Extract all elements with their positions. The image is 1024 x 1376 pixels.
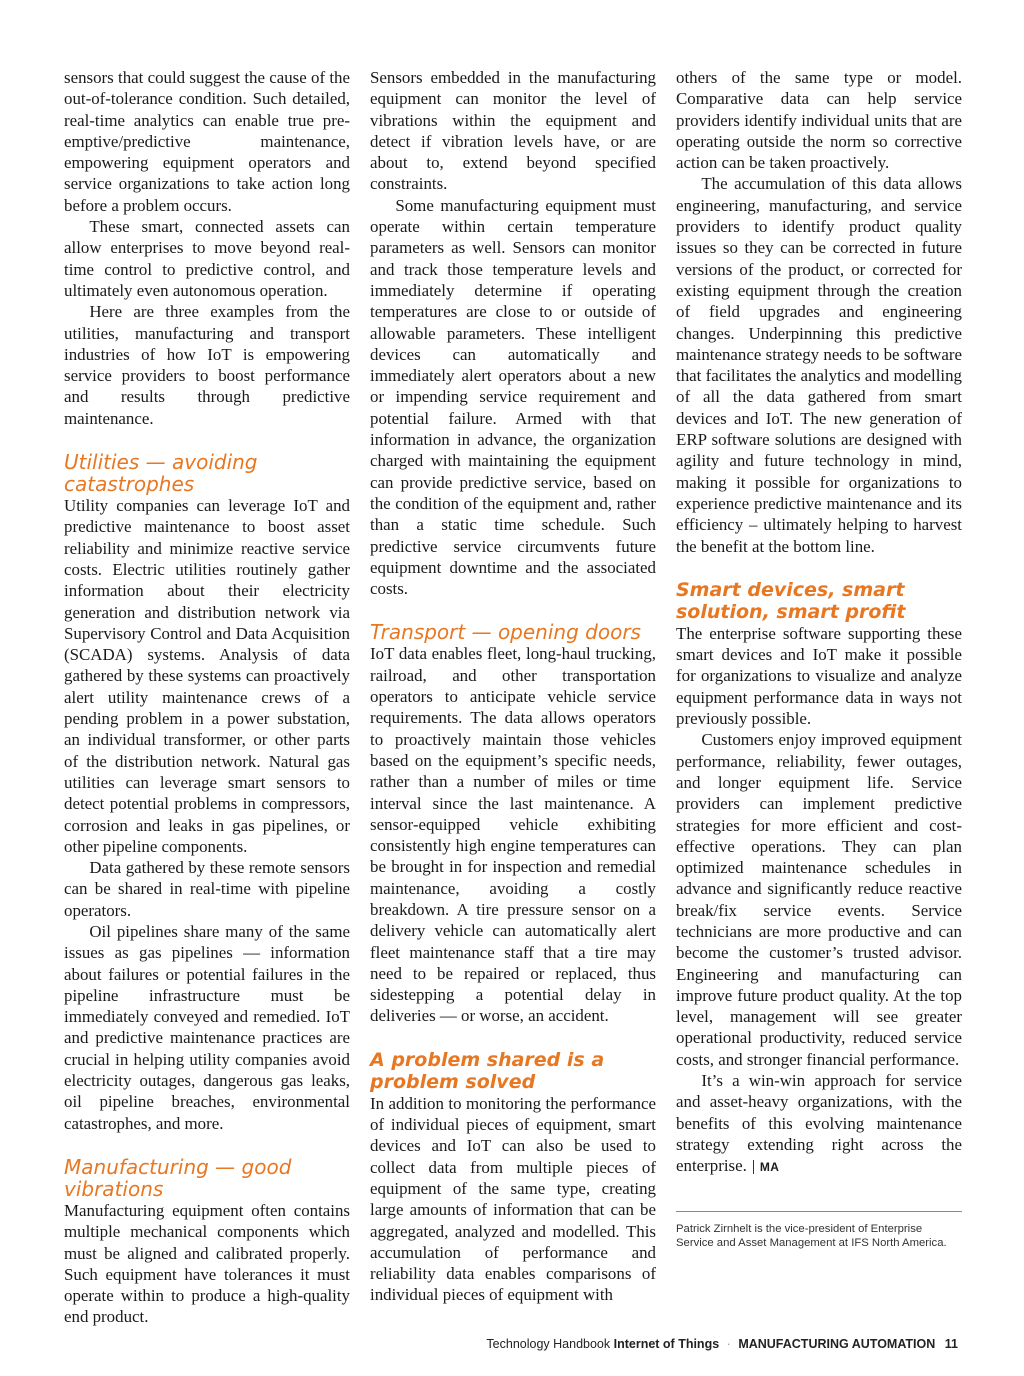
page-footer <box>486 1337 958 1351</box>
body-paragraph: The accumulation of this data allows engineering, manufacturing, and service providers to identify product quality issues so they can be corrected in future versions of the product, or corrected for existing equipment through the creation of field upgrades and engineering changes. Underpinning this predictive maintenance strategy needs to be software that facilitates the analytics and modelling of all the data gathered from smart devices and IoT. The new generation of ERP software solutions are designed with agility and future technology in mind, making it possible for organizations to experience predictive maintenance and its efficiency – ultimately helping to harvest the benefit at the bottom line. <box>676 174 962 556</box>
body-paragraph: The enterprise software supporting these smart devices and IoT make it possible for organizations to visualize and analyze equipment performance data in ways not previously possible. <box>676 623 962 729</box>
article-column-2 <box>370 67 656 1306</box>
section-heading-transport: Transport — opening doors <box>370 620 641 645</box>
body-paragraph: Some manufacturing equipment must operate within certain temperature parameters as well. Sensors can monitor and track those temperature levels and immediately determine if operating temperatures are close to or outside of allowable parameters. These intelligent devices can automatically and immediately alert operators about a new or impending service requirement and potential failure. Armed with that information in advance, the organization charged with maintaining the equipment can provide predictive service, based on the condition of the equipment and, rather than a static time schedule. Such predictive service circumvents future equipment downtime and the associated costs. <box>370 195 656 599</box>
section-heading-manufacturing: Manufacturing — good vibrations <box>64 1154 292 1201</box>
footer-topic: Internet of Things <box>613 1337 720 1351</box>
body-paragraph: IoT data enables fleet, long-haul trucking, railroad, and other transportation operators to anticipate vehicle service requirements. The data allows operators to proactively maintain those vehicles based on the equipment’s specific needs, rather than a number of miles or time interval since the last maintenance. A sensor-equipped vehicle exhibiting consistently high engine temperatures can be brought in for inspection and remedial maintenance, avoiding a costly breakdown. A tire pressure sensor on a delivery vehicle can automatically alert fleet maintenance staff that a tire may need to be repaired or replaced, thus sidestepping a potential delay in deliveries — or worse, an accident. <box>370 644 656 1026</box>
body-paragraph: Sensors embedded in the manufacturing equipment can monitor the level of vibrations within the equipment and detect if vibration levels have, or are about to, extend beyond specified constraints. <box>370 68 656 194</box>
body-paragraph: Utility companies can leverage IoT and predictive maintenance to boost asset reliability and minimize reactive service costs. Electric utilities routinely gather information about their electricity generation and distribution network via Supervisory Control and Data Acquisition (SCADA) systems. Analysis of data gathered by these systems can proactively alert utility maintenance crews of a pending problem in a power substation, an individual transformer, or other parts of the distribution network. Natural gas utilities can leverage smart sensors to detect potential problems in compressors, corrosion and leaks in gas pipelines, or other pipeline components. <box>64 496 350 856</box>
author-bio: Patrick Zirnhelt is the vice-president of Enterprise Service and Asset Management at IFS North America. <box>676 1222 947 1249</box>
page-number: 11 <box>944 1337 958 1351</box>
body-paragraph: Data gathered by these remote sensors can be shared in real-time with pipeline operators. <box>64 858 350 920</box>
footer-handbook: Technology Handbook <box>486 1337 611 1351</box>
body-paragraph: These smart, connected assets can allow enterprises to move beyond real-time control to predictive control, and ultimately even autonomous operation. <box>64 217 350 300</box>
body-paragraph: sensors that could suggest the cause of the out-of-tolerance condition. Such detailed, real-time analytics can enable true pre-emptive/predictive maintenance, empowering equipment operators and service organizations to take action long before a problem occurs. <box>64 68 350 215</box>
body-paragraph: others of the same type or model. Comparative data can help service providers identify individual units that are operating outside the norm so corrective action can be taken proactively. <box>676 68 962 173</box>
closing-text: It’s a win-win approach for service and asset-heavy organizations, with the benefits of this evolving maintenance strategy extending right across the enterprise. <box>676 1071 962 1176</box>
section-heading-smart-devices: Smart devices, smart solution, smart profit <box>676 578 906 623</box>
body-paragraph: Customers enjoy improved equipment performance, reliability, fewer outages, and longer equipment life. Service providers can implement predictive strategies for more efficient and cost-effective operations. They can plan optimized maintenance schedules in advance and significantly reduce reactive break/fix service events. Service technicians are more productive and can become the customer’s trusted advisor. Engineering and manufacturing can improve future product quality. At the top level, management will see greater operational productivity, reduced service costs, and stronger financial performance. <box>676 730 962 1069</box>
article-column-3 <box>676 67 962 1250</box>
article-column-1 <box>64 67 350 1328</box>
section-heading-utilities: Utilities — avoiding catastrophes <box>64 450 258 497</box>
footer-magazine: MANUFACTURING AUTOMATION <box>738 1337 936 1351</box>
bio-divider <box>676 1211 962 1212</box>
body-paragraph: Here are three examples from the utilities, manufacturing and transport industries of how IoT is empowering service providers to boost performance and results through predictive maintenance. <box>64 302 350 428</box>
section-heading-problem-shared: A problem shared is a problem solved <box>370 1048 605 1093</box>
body-paragraph: Manufacturing equipment often contains multiple mechanical components which must be aligned and calibrated properly. Such equipment have tolerances it must operate within to produce a high-quality end product. <box>64 1200 350 1327</box>
closing-paragraph <box>676 1070 962 1178</box>
body-paragraph: In addition to monitoring the performance of individual pieces of equipment, smart devices and IoT can also be used to collect data from multiple pieces of equipment of the same type, creating large amounts of information that can be aggregated, analyzed and modelled. This accumulation of performance and reliability data enables comparisons of individual pieces of equipment with <box>370 1093 656 1305</box>
body-paragraph: Oil pipelines share many of the same issues as gas pipelines — information about failures or potential failures in the pipeline infrastructure must be immediately conveyed and remedied. IoT and predictive maintenance practices are crucial in helping utility companies avoid electricity outages, dangerous gas leaks, oil pipeline breaches, environmental catastrophes, and more. <box>64 921 350 1133</box>
footer-separator: · <box>726 1337 731 1351</box>
end-mark: MA <box>753 1160 780 1174</box>
